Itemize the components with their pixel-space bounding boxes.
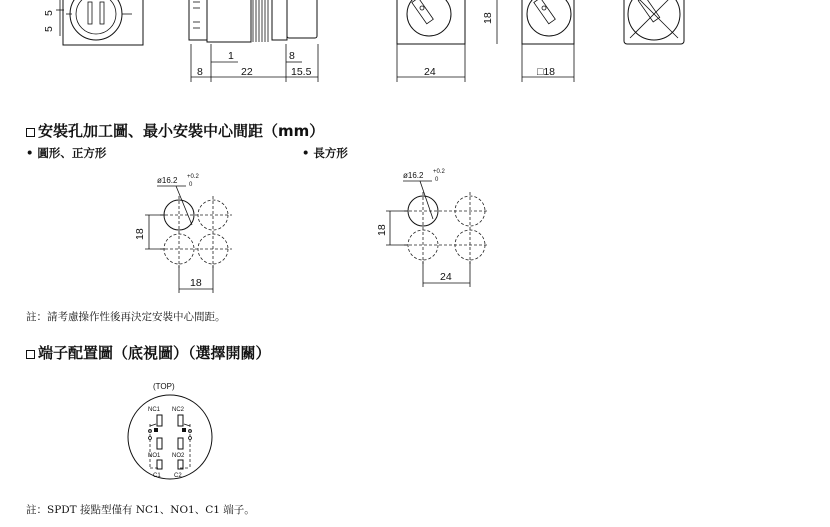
terminal-c2: C2 [174, 473, 182, 479]
terminal-nc1: NC1 [148, 407, 161, 413]
front-view [43, 0, 143, 45]
square-bullet-icon [26, 128, 35, 137]
dim-22: 22 [241, 66, 253, 78]
tol-zero-right: 0 [435, 177, 439, 183]
section-heading-mounting-hole [26, 120, 324, 141]
dim-24: 24 [424, 66, 436, 78]
dim-left-5a: 5 [43, 10, 55, 16]
square-front-view [522, 0, 574, 82]
dim-1: 1 [228, 50, 234, 62]
mounting-rectangle [376, 169, 489, 287]
terminal-nc2: NC2 [172, 407, 185, 413]
mounting-round-square [134, 174, 232, 293]
terminal-no1: NO1 [148, 453, 161, 459]
square-bullet-icon [26, 350, 35, 359]
round-front-view [624, 0, 684, 44]
dim-18-vertical-left: 18 [134, 228, 146, 240]
dim-18-horizontal-left: 18 [190, 277, 202, 289]
tol-plus-right: +0.2 [433, 169, 445, 175]
bullet-rectangle: • 長方形 [302, 146, 348, 160]
terminal-no2: NO2 [172, 453, 185, 459]
tol-plus-left: +0.2 [187, 174, 199, 180]
top-label: (TOP) [153, 382, 175, 391]
note-mounting-spacing: 註：請考慮操作性後再決定安裝中心間距。 [26, 311, 226, 323]
terminal-c1: C1 [153, 473, 161, 479]
rect-front-view [397, 0, 497, 82]
note-spdt: 註：SPDT 接點型僅有 NC1、NO1、C1 端子。 [26, 504, 255, 516]
terminal-layout-diagram [0, 378, 830, 488]
dim-left-5b: 5 [43, 26, 55, 32]
mounting-hole-diagrams [0, 165, 830, 305]
side-view [189, 0, 318, 82]
dim-15-5: 15.5 [291, 66, 312, 78]
diameter-label-left: ø16.2 [157, 176, 178, 185]
diameter-label-right: ø16.2 [403, 171, 424, 180]
dim-18-vert: 18 [482, 12, 494, 24]
dim-18-vertical-right: 18 [376, 224, 388, 236]
section-heading-terminal-layout [26, 342, 271, 363]
dim-square-18: □18 [537, 66, 556, 78]
heading-text: 端子配置圖（底視圖）（選擇開關） [38, 344, 271, 362]
tol-zero-left: 0 [189, 182, 193, 188]
dim-24-horizontal-right: 24 [440, 271, 452, 283]
bullet-round-square: • 圓形、正方形 [26, 146, 107, 160]
dim-8-right: 8 [289, 50, 295, 62]
heading-text: 安裝孔加工圖、最小安裝中心間距（mm） [38, 122, 325, 140]
top-dimension-drawings [0, 0, 830, 100]
dim-8-left: 8 [197, 66, 203, 78]
